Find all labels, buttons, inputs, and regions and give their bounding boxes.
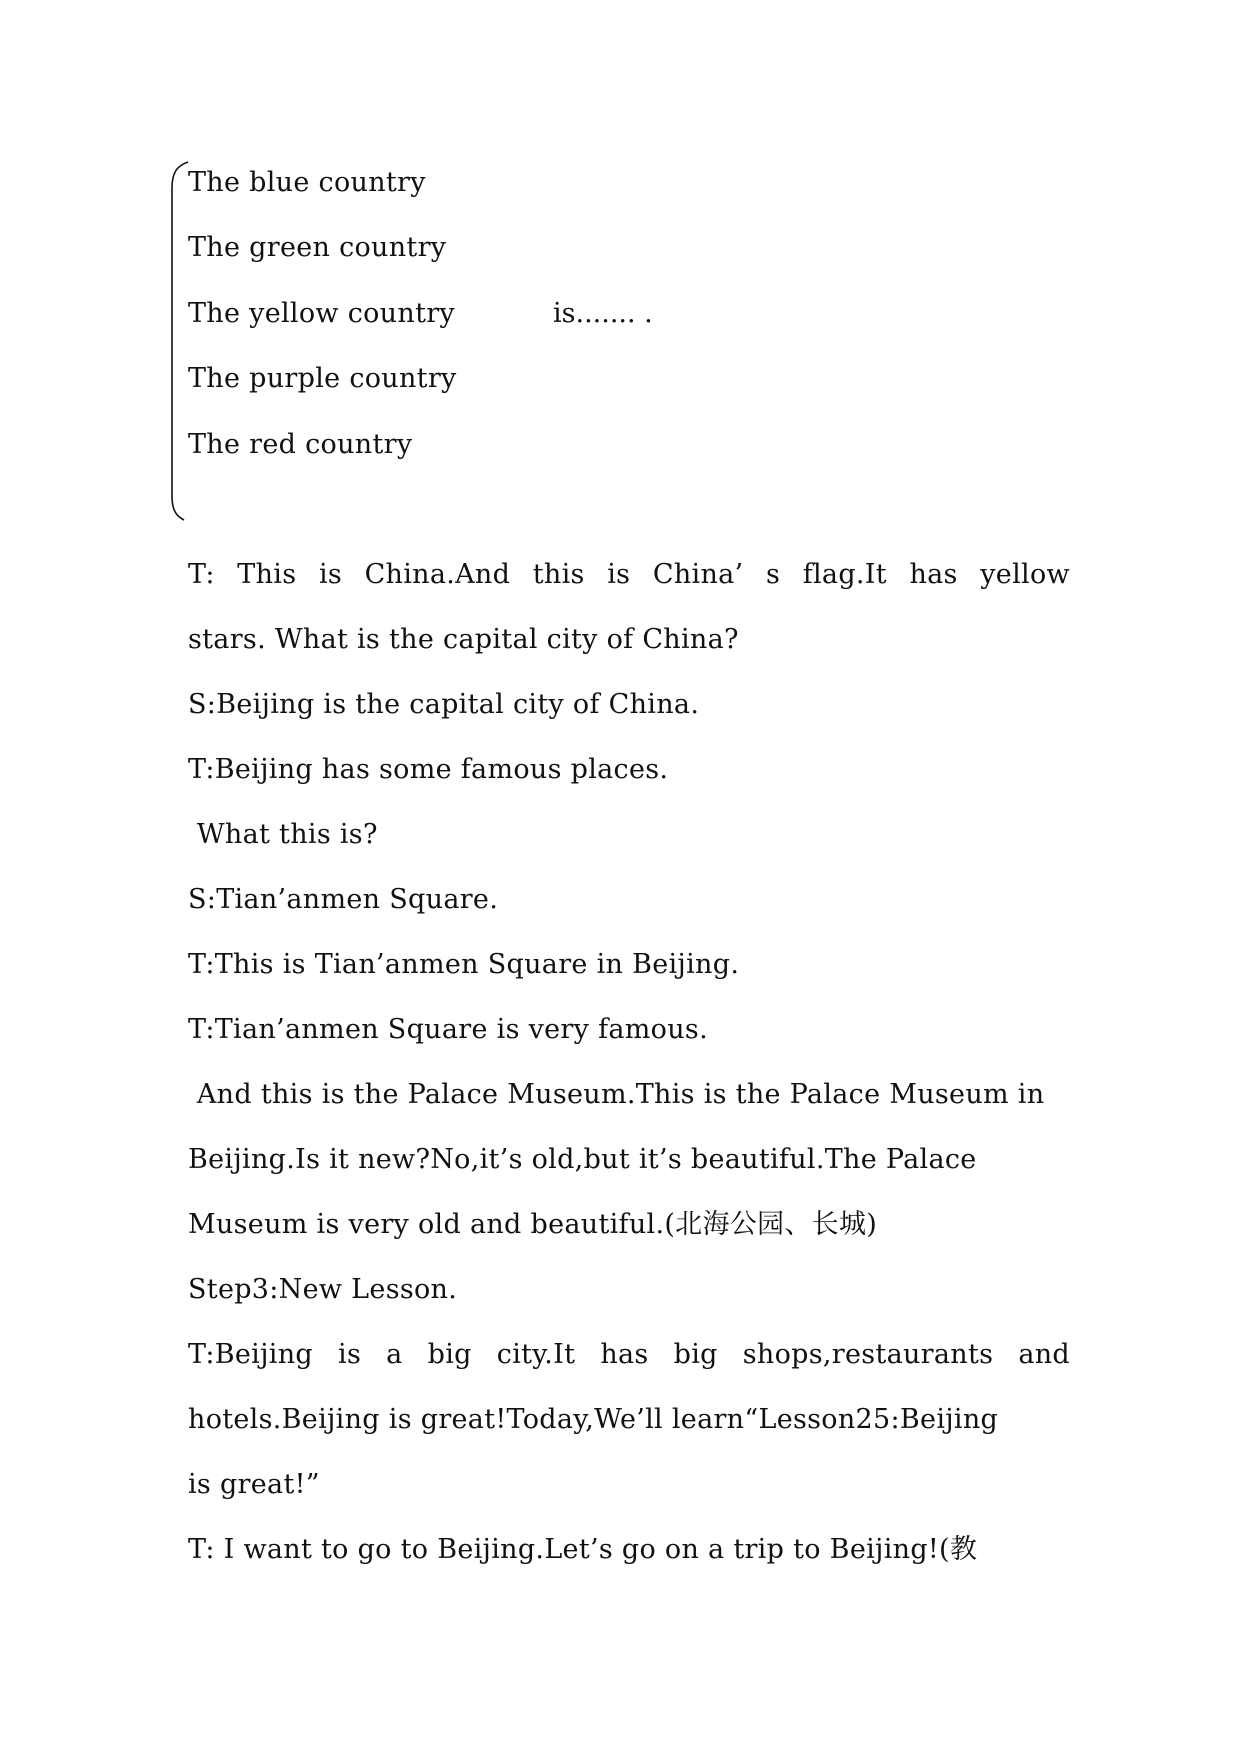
dialogue-line-8: T:Tian’anmen Square is very famous. [188, 1014, 708, 1045]
word: is [318, 559, 343, 590]
dialogue-line-1 [188, 558, 1070, 592]
word: a [386, 1339, 403, 1370]
word: this [532, 559, 585, 590]
dialogue-line-6: S:Tian’anmen Square. [188, 884, 499, 915]
word: flag.It [802, 559, 887, 590]
dialogue-line-7: T:This is Tian’anmen Square in Beijing. [188, 949, 740, 980]
dialogue-line-15: is great!” [188, 1469, 320, 1500]
brace-item-red: The red country [188, 429, 413, 460]
word: T: [188, 559, 215, 590]
left-brace [168, 160, 190, 522]
word: is [607, 559, 631, 590]
word: big [427, 1339, 472, 1370]
word: s [765, 559, 781, 590]
word: T:Beijing [188, 1339, 313, 1370]
word: yellow [980, 559, 1070, 590]
word: This [237, 559, 297, 590]
dialogue-line-12: Step3:New Lesson. [188, 1274, 458, 1305]
word: and [1018, 1339, 1070, 1370]
word: China.And [364, 559, 511, 590]
word: has [600, 1339, 649, 1370]
dialogue-line-2: stars. What is the capital city of China? [188, 624, 739, 655]
brace-item-yellow: The yellow country [188, 298, 455, 329]
dialogue-line-16: T: I want to go to Beijing.Let’s go on a trip to Beijing!(教 [188, 1534, 978, 1565]
dialogue-line-14: hotels.Beijing is great!Today,We’ll learn“Lesson25:Beijing [188, 1404, 999, 1435]
dialogue-line-13 [188, 1338, 1070, 1372]
brace-item-green: The green country [188, 232, 447, 263]
word: shops,restaurants [742, 1339, 994, 1370]
dialogue-line-9: And this is the Palace Museum.This is the Palace Museum in [188, 1079, 1045, 1110]
dialogue-line-10: Beijing.Is it new?No,it’s old,but it’s beautiful.The Palace [188, 1144, 977, 1175]
brace-predicate: is....... . [553, 298, 653, 329]
word: big [673, 1339, 718, 1370]
brace-item-blue: The blue country [188, 167, 426, 198]
word: city.It [496, 1339, 576, 1370]
brace-item-purple: The purple country [188, 363, 457, 394]
dialogue-line-3: S:Beijing is the capital city of China. [188, 689, 700, 720]
word: has [909, 559, 958, 590]
dialogue-line-4: T:Beijing has some famous places. [188, 754, 669, 785]
dialogue-line-5: What this is? [188, 819, 378, 850]
dialogue-line-11: Museum is very old and beautiful.(北海公园、长城) [188, 1209, 878, 1240]
word: is [338, 1339, 362, 1370]
word: China’ [652, 559, 744, 590]
